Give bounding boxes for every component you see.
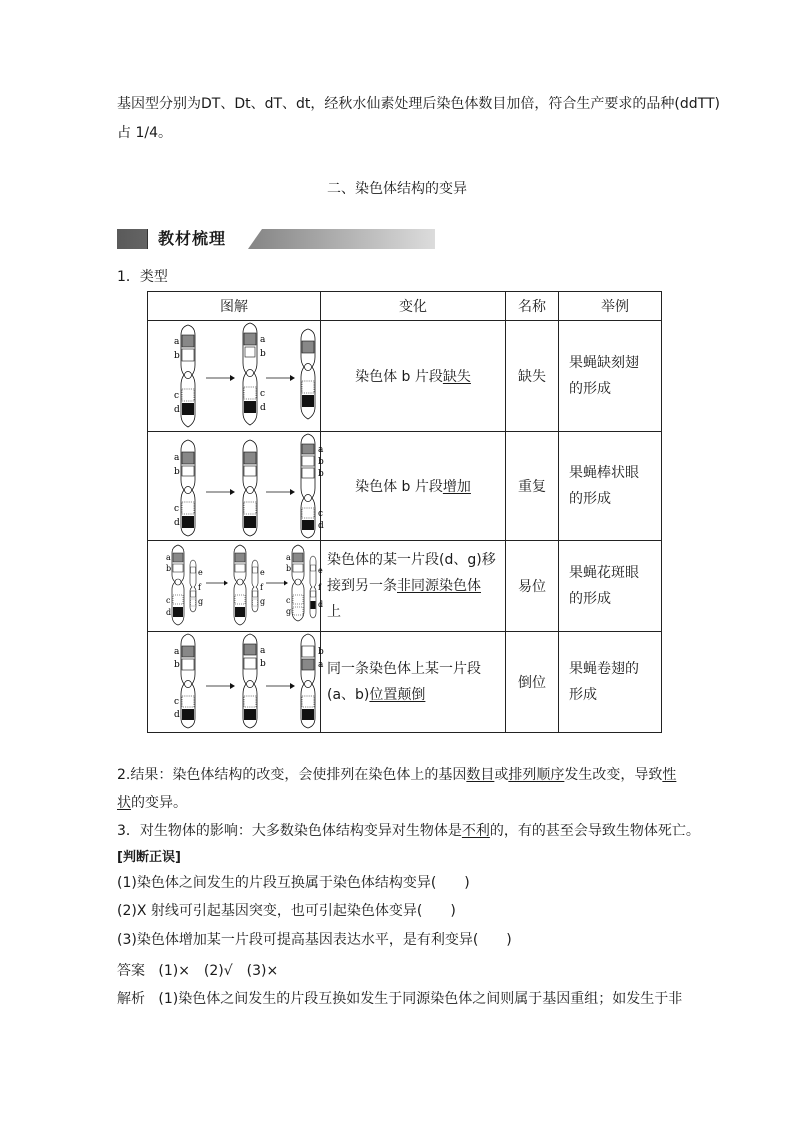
svg-text:e: e — [318, 566, 323, 575]
svg-text:f: f — [260, 583, 263, 592]
result-keyword-order: 排列顺序 — [508, 767, 565, 783]
chromosome-original — [174, 325, 195, 427]
result-keyword-number: 数目 — [466, 767, 495, 783]
svg-text:b: b — [174, 660, 180, 670]
result-keyword-trait-2: 状 — [117, 795, 131, 811]
svg-text:a: a — [166, 553, 171, 562]
svg-text:g: g — [198, 597, 204, 606]
translocation-name: 易位 — [506, 541, 559, 632]
chromosome-pair-original — [166, 545, 203, 625]
svg-text:d: d — [174, 518, 180, 528]
svg-text:c: c — [166, 596, 171, 605]
duplication-name: 重复 — [506, 432, 559, 541]
judge-question-3: (3)染色体增加某一片段可提高基因表达水平，是有利变异( ) — [117, 932, 512, 948]
svg-text:b: b — [166, 564, 172, 573]
svg-text:e: e — [260, 568, 265, 577]
answer-label: 答案 — [117, 963, 145, 979]
intro-line-2: 占 1/4。 — [117, 125, 172, 141]
svg-text:g: g — [286, 607, 292, 616]
svg-text:b: b — [174, 351, 180, 361]
duplication-change: 染色体 b 片段增加 — [321, 432, 506, 541]
svg-text:d: d — [174, 710, 180, 720]
table-row — [148, 541, 662, 632]
svg-text:c: c — [174, 504, 180, 514]
result-keyword-trait-1: 性 — [662, 767, 677, 783]
duplication-diagram — [148, 434, 324, 538]
svg-text:f: f — [318, 583, 321, 592]
svg-text:c: c — [174, 697, 180, 707]
header-name: 名称 — [506, 292, 559, 321]
chromosome-pair-breaking — [234, 545, 265, 625]
inversion-diagram-cell — [148, 632, 324, 733]
answer-line — [117, 962, 278, 980]
svg-text:c: c — [260, 389, 266, 399]
svg-text:c: c — [174, 391, 180, 401]
translocation-diagram — [148, 543, 324, 629]
types-heading: 1．类型 — [117, 269, 168, 285]
svg-text:d: d — [318, 521, 324, 531]
deletion-diagram — [148, 323, 320, 429]
svg-text:b: b — [286, 564, 292, 573]
chromosome-original — [174, 634, 195, 728]
table-row — [148, 321, 662, 432]
analysis-label: 解析 — [117, 991, 145, 1007]
svg-text:d: d — [260, 403, 266, 413]
translocation-example: 果蝇花斑眼 的形成 — [559, 541, 662, 632]
chromosome-deleted — [301, 329, 315, 419]
inversion-example: 果蝇卷翅的 形成 — [559, 632, 662, 733]
svg-text:a: a — [174, 337, 180, 347]
svg-text:a: a — [286, 553, 291, 562]
svg-text:b: b — [260, 659, 266, 669]
analysis-line — [117, 990, 682, 1008]
svg-text:d: d — [174, 405, 180, 415]
translocation-change: 染色体的某一片段(d、g)移 接到另一条非同源染色体 上 — [321, 541, 506, 632]
deletion-diagram-cell — [148, 321, 321, 432]
translocation-diagram-cell — [148, 541, 324, 632]
svg-text:a: a — [260, 335, 266, 345]
svg-text:b: b — [318, 647, 324, 657]
svg-text:c: c — [318, 509, 324, 519]
svg-text:c: c — [286, 596, 291, 605]
svg-text:b: b — [260, 349, 266, 359]
chromosome-breaking — [243, 323, 266, 425]
duplication-diagram-cell — [148, 432, 324, 541]
result-paragraph-line-2: 状的变异。 — [117, 795, 187, 811]
effect-keyword: 不利 — [461, 823, 490, 839]
result-paragraph-line-1: 2.结果：染色体结构的改变，会使排列在染色体上的基因数目或排列顺序发生改变，导致性 — [117, 767, 677, 783]
svg-text:a: a — [318, 660, 324, 670]
translocation-keyword: 非同源染色体 — [397, 578, 481, 594]
banner-label: 教材梳理 — [158, 229, 227, 248]
svg-text:b: b — [318, 457, 324, 467]
chromosome-original — [174, 440, 195, 536]
chromosome-breaking — [243, 440, 257, 536]
svg-text:d: d — [166, 608, 172, 617]
svg-text:a: a — [174, 647, 180, 657]
intro-line-1: 基因型分别为DT、Dt、dT、dt，经秋水仙素处理后染色体数目加倍，符合生产要求的品种(ddTT) — [117, 96, 720, 112]
inversion-diagram — [148, 634, 324, 730]
chromosome-pair-translocated — [286, 545, 323, 621]
svg-text:d: d — [318, 600, 324, 609]
svg-text:b: b — [318, 469, 324, 479]
judge-question-2: (2)X 射线可引起基因突变，也可引起染色体变异( ) — [117, 903, 456, 919]
inversion-name: 倒位 — [506, 632, 559, 733]
effect-paragraph: 3．对生物体的影响：大多数染色体结构变异对生物体是不利的，有的甚至会导致生物体死亡。 — [117, 823, 700, 839]
header-example: 举例 — [559, 292, 662, 321]
table-row — [148, 432, 662, 541]
svg-text:a: a — [318, 445, 324, 455]
section-banner — [117, 229, 435, 249]
table-header-row — [148, 292, 662, 321]
section-title: 二、染色体结构的变异 — [327, 181, 467, 197]
svg-text:b: b — [174, 467, 180, 477]
svg-text:a: a — [174, 453, 180, 463]
svg-text:f: f — [198, 583, 201, 592]
inversion-keyword: 位置颠倒 — [369, 687, 426, 703]
variation-types-table — [147, 291, 662, 733]
judge-heading: [判断正误] — [117, 850, 181, 865]
svg-text:e: e — [198, 568, 203, 577]
analysis-text: (1)染色体之间发生的片段互换如发生于同源染色体之间则属于基因重组；如发生于非 — [158, 991, 683, 1007]
svg-text:g: g — [260, 597, 266, 606]
chromosome-breaking — [243, 634, 266, 728]
duplication-keyword: 增加 — [442, 479, 471, 495]
table-row — [148, 632, 662, 733]
inversion-change: 同一条染色体上某一片段 (a、b)位置颠倒 — [321, 632, 506, 733]
svg-text:a: a — [260, 646, 266, 656]
deletion-keyword: 缺失 — [442, 369, 471, 385]
header-change: 变化 — [321, 292, 506, 321]
deletion-change: 染色体 b 片段缺失 — [321, 321, 506, 432]
duplication-example: 果蝇棒状眼 的形成 — [559, 432, 662, 541]
deletion-example: 果蝇缺刻翅 的形成 — [559, 321, 662, 432]
header-diagram: 图解 — [148, 292, 321, 321]
judge-question-1: (1)染色体之间发生的片段互换属于染色体结构变异( ) — [117, 875, 470, 891]
answer-text: (1)× (2)√ (3)× — [158, 963, 279, 979]
deletion-name: 缺失 — [506, 321, 559, 432]
